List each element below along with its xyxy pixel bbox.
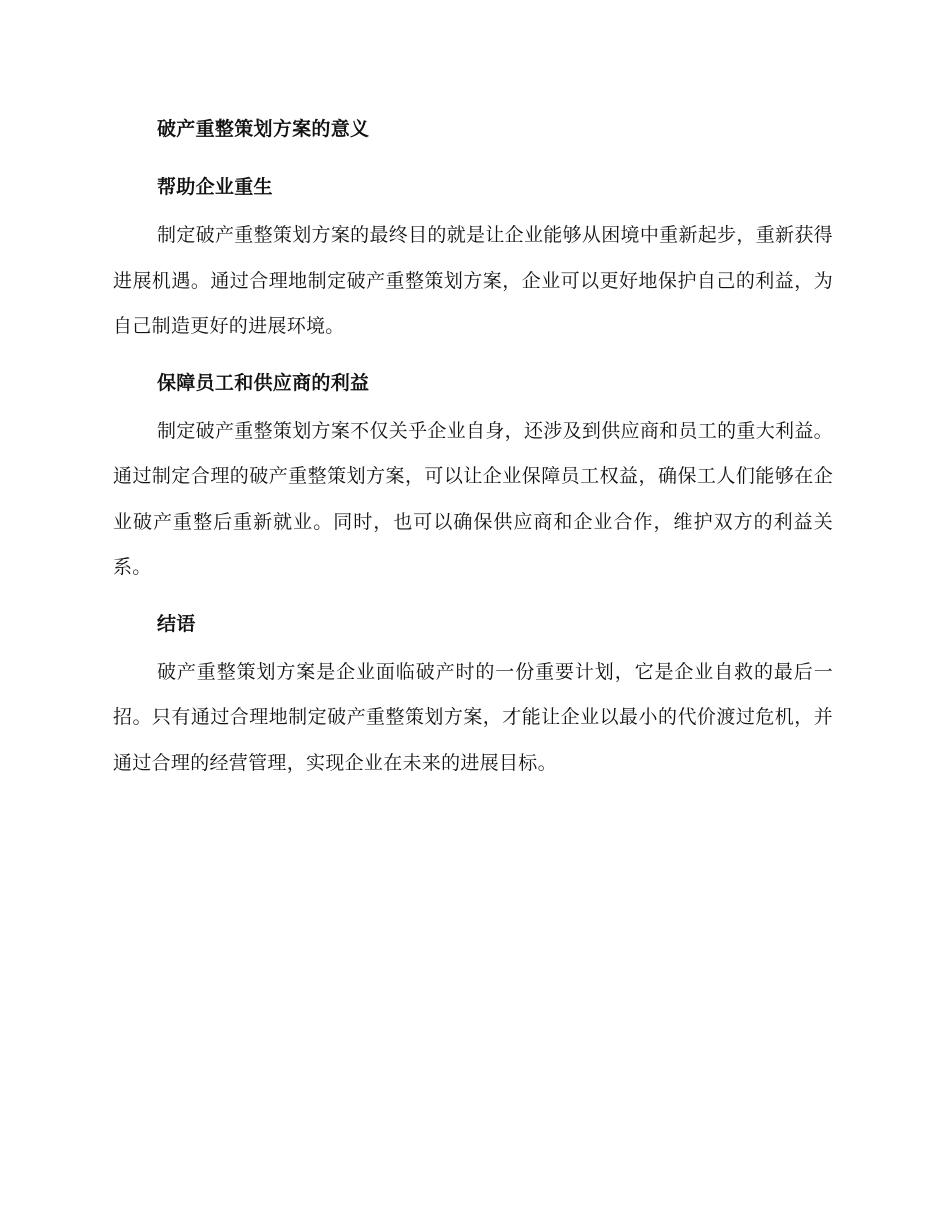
section-body-stakeholders: 制定破产重整策划方案不仅关乎企业自身，还涉及到供应商和员工的重大利益。通过制定合理的破产重整策划方案，可以让企业保障员工权益，确保工人们能够在企业破产重整后重新就业。同时，也可以确保供应商和企业合作，维护双方的利益关系。 bbox=[113, 419, 833, 578]
section-heading-conclusion: 结语 bbox=[157, 612, 196, 635]
section-heading-rebirth: 帮助企业重生 bbox=[157, 176, 273, 198]
section-body-conclusion: 破产重整策划方案是企业面临破产时的一份重要计划，它是企业自救的最后一招。只有通过合理地制定破产重整策划方案，才能让企业以最小的代价渡过危机，并通过合理的经营管理，实现企业在未来的进展目标。 bbox=[113, 660, 833, 774]
document-title: 破产重整策划方案的意义 bbox=[157, 118, 370, 140]
document-content bbox=[113, 112, 833, 786]
section-heading-stakeholders: 保障员工和供应商的利益 bbox=[157, 371, 370, 394]
section-body-rebirth: 制定破产重整策划方案的最终目的就是让企业能够从困境中重新起步，重新获得进展机遇。通过合理地制定破产重整策划方案，企业可以更好地保护自己的利益，为自己制造更好的进展环境。 bbox=[113, 224, 833, 337]
